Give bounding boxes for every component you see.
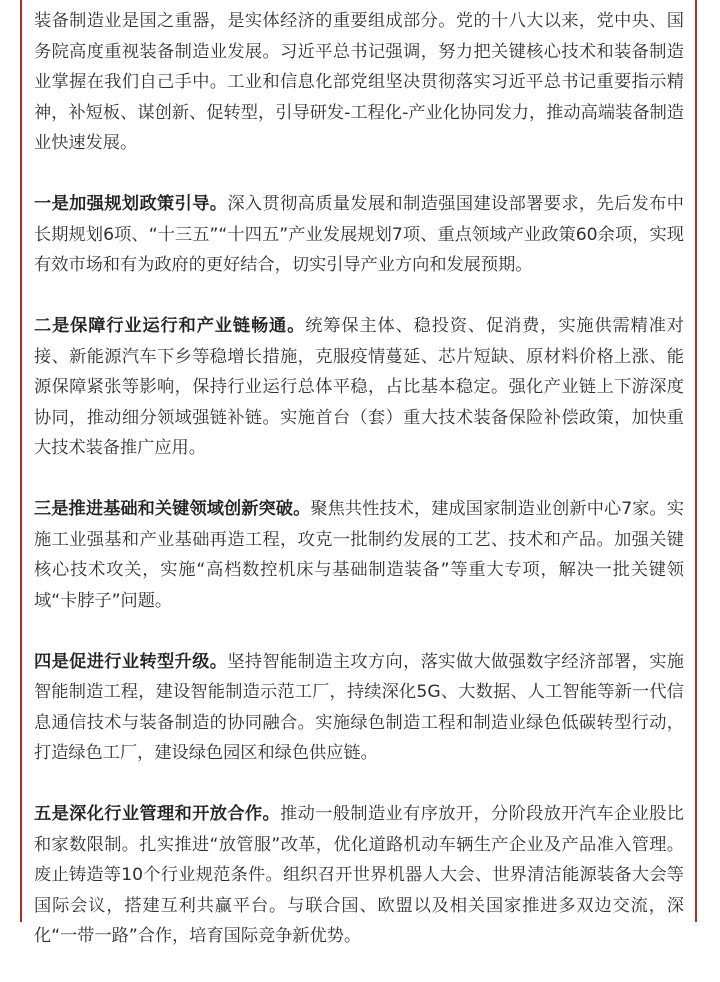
section-heading-3: 三是推进基础和关键领域创新突破。 — [34, 499, 311, 519]
section-paragraph-4 — [34, 647, 684, 769]
section-heading-2: 二是保障行业运行和产业链畅通。 — [34, 316, 306, 336]
section-body-3: 聚焦共性技术，建成国家制造业创新中心7家。实施工业强基和产业基础再造工程，攻克一批制约发展的工艺、技术和产品。加强关键核心技术攻关，实施“高档数控机床与基础制造装备”等重大专项，解决一批关键领域“卡脖子”问题。 — [34, 499, 684, 611]
article-body — [34, 6, 684, 982]
section-body-5: 推动一般制造业有序放开，分阶段放开汽车企业股比和家数限制。扎实推进“放管服”改革，优化道路机动车辆生产企业及产品准入管理。废止铸造等10个行业规范条件。组织召开世界机器人大会、世界清洁能源装备大会等国际会议，搭建互利共赢平台。与联合国、欧盟以及相关国家推进多双边交流，深化“一带一路”合作，培育国际竞争新优势。 — [34, 804, 684, 946]
section-heading-4: 四是促进行业转型升级。 — [34, 651, 228, 672]
section-paragraph-5 — [34, 799, 684, 952]
section-heading-1: 一是加强规划政策引导。 — [34, 194, 228, 214]
section-paragraph-2 — [34, 311, 684, 464]
section-body-4: 坚持智能制造主攻方向，落实做大做强数字经济部署，实施智能制造工程，建设智能制造示范工厂，持续深化5G、大数据、人工智能等新一代信息通信技术与装备制造的协同融合。实施绿色制造工程和制造业绿色低碳转型行动，打造绿色工厂，建设绿色园区和绿色供应链。 — [34, 651, 684, 763]
intro-paragraph: 装备制造业是国之重器，是实体经济的重要组成部分。党的十八大以来，党中央、国务院高度重视装备制造业发展。习近平总书记强调，努力把关键核心技术和装备制造业掌握在我们自己手中。工业和信息化部党组坚决贯彻落实习近平总书记重要指示精神，补短板、谋创新、促转型，引导研发-工程化-产业化协同发力，推动高端装备制造业快速发展。 — [34, 11, 684, 153]
section-heading-5: 五是深化行业管理和开放合作。 — [34, 804, 281, 824]
section-body-2: 统筹保主体、稳投资、促消费，实施供需精准对接、新能源汽车下乡等稳增长措施，克服疫情蔓延、芯片短缺、原材料价格上涨、能源保障紧张等影响，保持行业运行总体平稳，占比基本稳定。强化产业链上下游深度协同，推动细分领域强链补链。实施首台（套）重大技术装备保险补偿政策，加快重大技术装备推广应用。 — [34, 316, 684, 458]
section-paragraph-1 — [34, 189, 684, 281]
section-paragraph-3 — [34, 494, 684, 616]
section-body-1: 深入贯彻高质量发展和制造强国建设部署要求，先后发布中长期规划6项、“十三五”“十四五”产业发展规划7项、重点领域产业政策60余项，实现有效市场和有为政府的更好结合，切实引导产业方向和发展预期。 — [34, 194, 684, 275]
